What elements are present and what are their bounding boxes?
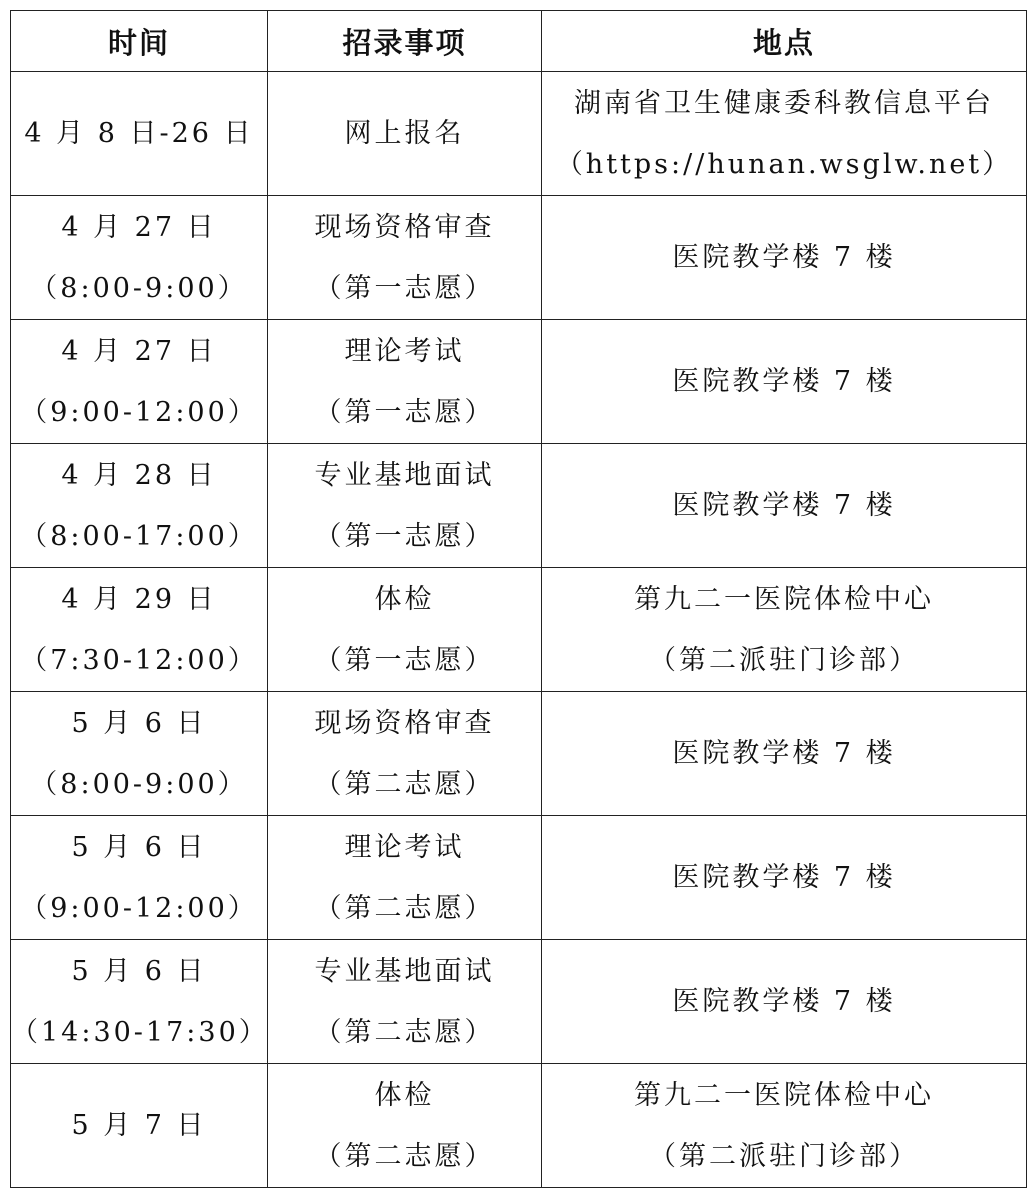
time-line: （9:00-12:00） — [20, 892, 258, 924]
place-line: （第二派驻门诊部） — [649, 1140, 919, 1172]
time-line: 5 月 7 日 — [71, 1110, 207, 1141]
table-row — [11, 568, 1027, 692]
item-line: 理论考试 — [344, 335, 465, 367]
item-cell — [268, 196, 542, 320]
item-line: （第一志愿） — [314, 520, 495, 552]
time-line: （9:00-12:00） — [20, 396, 258, 428]
place-cell — [542, 72, 1027, 196]
header-time: 时间 — [11, 11, 268, 72]
time-line: 5 月 6 日 — [71, 831, 207, 863]
item-cell — [268, 692, 542, 816]
time-cell — [11, 1064, 268, 1188]
item-line: （第一志愿） — [314, 396, 495, 428]
place-line: （第二派驻门诊部） — [649, 644, 919, 676]
item-cell — [268, 940, 542, 1064]
header-item: 招录事项 — [268, 11, 542, 72]
time-cell — [11, 72, 268, 196]
time-line: （8:00-17:00） — [20, 520, 258, 552]
header-row — [11, 11, 1027, 72]
place-cell — [542, 568, 1027, 692]
time-line: 5 月 6 日 — [71, 707, 207, 739]
time-cell — [11, 568, 268, 692]
place-line: 第九二一医院体检中心 — [634, 583, 934, 615]
item-line: （第二志愿） — [314, 892, 495, 924]
table-row — [11, 196, 1027, 320]
place-cell — [542, 1064, 1027, 1188]
item-line: 网上报名 — [344, 118, 465, 149]
item-line: 体检 — [374, 583, 435, 615]
place-line: 医院教学楼 7 楼 — [672, 986, 896, 1017]
place-line: 湖南省卫生健康委科教信息平台 — [574, 87, 994, 119]
place-line: 医院教学楼 7 楼 — [672, 862, 896, 893]
item-line: 理论考试 — [344, 831, 465, 863]
item-cell — [268, 72, 542, 196]
place-cell — [542, 196, 1027, 320]
place-line: 医院教学楼 7 楼 — [672, 242, 896, 273]
place-line: 医院教学楼 7 楼 — [672, 366, 896, 397]
place-cell — [542, 816, 1027, 940]
time-line: （7:30-12:00） — [20, 644, 258, 676]
schedule-table — [10, 10, 1027, 1188]
item-line: （第二志愿） — [314, 768, 495, 800]
table-body — [11, 72, 1027, 1188]
table-header — [11, 11, 1027, 72]
time-cell — [11, 816, 268, 940]
table-row — [11, 1064, 1027, 1188]
time-line: 4 月 29 日 — [61, 583, 217, 615]
item-line: 体检 — [374, 1079, 435, 1111]
item-cell — [268, 1064, 542, 1188]
time-line: （14:30-17:30） — [11, 1016, 269, 1048]
header-place: 地点 — [542, 11, 1027, 72]
time-line: 4 月 8 日-26 日 — [24, 118, 254, 149]
item-cell — [268, 444, 542, 568]
table-row — [11, 692, 1027, 816]
time-line: 4 月 27 日 — [61, 335, 217, 367]
item-line: （第一志愿） — [314, 644, 495, 676]
table-row — [11, 940, 1027, 1064]
item-line: 专业基地面试 — [314, 459, 495, 491]
place-line: 医院教学楼 7 楼 — [672, 738, 896, 769]
time-line: （8:00-9:00） — [30, 272, 248, 304]
place-cell — [542, 692, 1027, 816]
place-cell — [542, 444, 1027, 568]
time-cell — [11, 320, 268, 444]
time-line: （8:00-9:00） — [30, 768, 248, 800]
item-cell — [268, 816, 542, 940]
item-line: （第一志愿） — [314, 272, 495, 304]
time-cell — [11, 196, 268, 320]
time-cell — [11, 692, 268, 816]
item-line: 现场资格审查 — [314, 707, 495, 739]
time-line: 4 月 28 日 — [61, 459, 217, 491]
item-cell — [268, 320, 542, 444]
item-cell — [268, 568, 542, 692]
item-line: （第二志愿） — [314, 1016, 495, 1048]
place-cell — [542, 940, 1027, 1064]
time-line: 4 月 27 日 — [61, 211, 217, 243]
table-row — [11, 444, 1027, 568]
time-cell — [11, 940, 268, 1064]
table-row — [11, 72, 1027, 196]
place-line: 医院教学楼 7 楼 — [672, 490, 896, 521]
place-line: 第九二一医院体检中心 — [634, 1079, 934, 1111]
table-row — [11, 320, 1027, 444]
item-line: 现场资格审查 — [314, 211, 495, 243]
table-row — [11, 816, 1027, 940]
place-line: （https://hunan.wsglw.net） — [555, 148, 1013, 180]
time-cell — [11, 444, 268, 568]
time-line: 5 月 6 日 — [71, 955, 207, 987]
place-cell — [542, 320, 1027, 444]
item-line: （第二志愿） — [314, 1140, 495, 1172]
item-line: 专业基地面试 — [314, 955, 495, 987]
